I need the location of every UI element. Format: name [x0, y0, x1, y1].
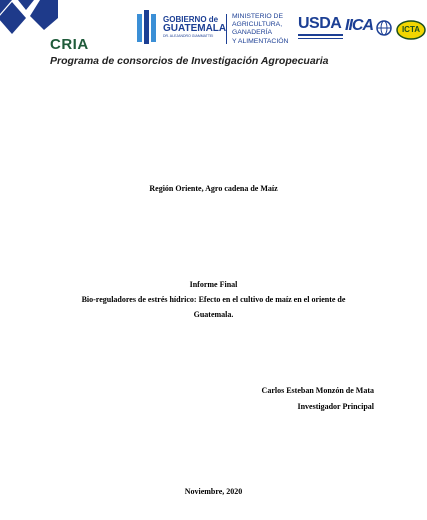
maga-line: AGRICULTURA,: [232, 21, 283, 29]
usda-underline: [298, 34, 343, 36]
maga-line: Y ALIMENTACIÓN: [232, 37, 289, 45]
maga-line: MINISTERIO DE: [232, 13, 283, 20]
report-title-line: Guatemala.: [193, 310, 234, 319]
report-type: Informe Final: [189, 280, 238, 289]
guatemala-government-icon: [137, 10, 161, 44]
icta-logo-text: ICTA: [401, 25, 421, 34]
author-name: Carlos Esteban Monzón de Mata: [261, 386, 374, 395]
gobierno-line2: GUATEMALA: [163, 23, 227, 34]
region-title: Región Oriente, Agro cadena de Maíz: [149, 184, 278, 193]
page-header: [0, 0, 427, 75]
report-date: Noviembre, 2020: [184, 487, 243, 496]
report-title-line: Bio-reguladores de estrés hídrico: Efecto en el cultivo de maíz en el oriente de: [81, 295, 346, 304]
logo-divider: [226, 14, 227, 44]
program-title: Programa de consorcios de Investigación Agropecuaria: [50, 55, 329, 67]
cria-wordmark: CRIA: [50, 36, 89, 53]
guatemala-government-logo: [163, 16, 226, 39]
gobierno-line1: GOBIERNO de: [163, 15, 219, 24]
author-role: Investigador Principal: [297, 402, 374, 411]
iica-logo: IICA: [345, 17, 373, 34]
gobierno-line3: DR. ALEJANDRO GIAMMATTEI: [163, 34, 214, 38]
globe-icon: [376, 20, 392, 36]
usda-underline: [298, 38, 343, 39]
maga-logo-text: [232, 13, 302, 46]
maga-line: GANADERÍA: [232, 29, 273, 37]
usda-logo: USDA: [298, 15, 342, 32]
